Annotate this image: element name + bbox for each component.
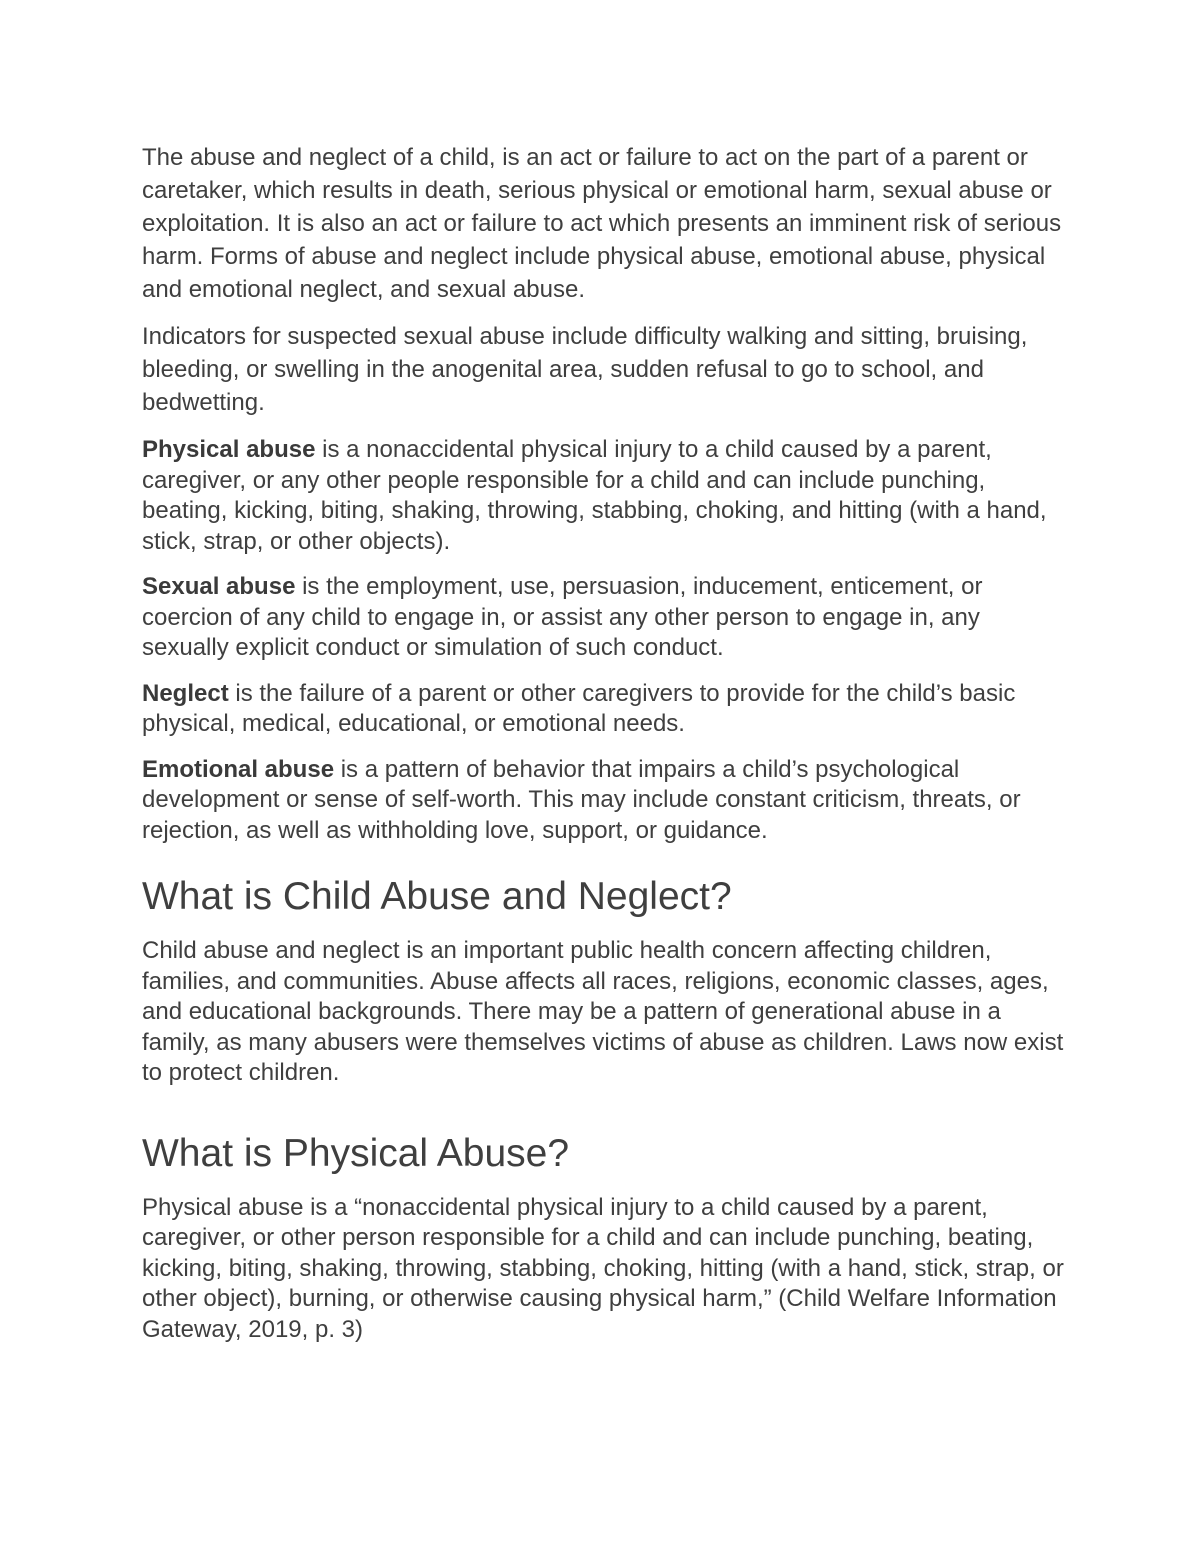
document-body (142, 141, 1072, 1359)
definition-term: Neglect (142, 679, 229, 707)
section-heading-physical-abuse: What is Physical Abuse? (142, 1131, 570, 1175)
section-body-child-abuse: Child abuse and neglect is an important public health concern affecting children, families, and communities. Abuse affects all races, religions, economic classes, ages, and educational backgrounds. There may be a pattern of generational abuse in a family, as many abusers were themselves victims of abuse as children. Laws now exist to protect children. (142, 937, 1064, 1086)
definition-text: is a pattern of behavior that impairs a child’s psychological development or sense of self-worth. This may include constant criticism, threats, or rejection, as well as withholding love, support, or guidance. (142, 755, 1021, 844)
definition-text: is a nonaccidental physical injury to a child caused by a parent, caregiver, or any other people responsible for a child and can include punching, beating, kicking, biting, shaking, throwing, stabbing, choking, and hitting (with a hand, stick, strap, or other objects). (142, 436, 1047, 555)
section-heading-child-abuse: What is Child Abuse and Neglect? (142, 875, 732, 918)
definition-sexual-abuse (142, 572, 1072, 664)
section-body-physical-abuse: Physical abuse is a “nonaccidental physical injury to a child caused by a parent, caregiver, or other person responsible for a child and can include punching, beating, kicking, biting, shaking, throwing, stabbing, choking, hitting (with a hand, stick, strap, or other object), burning, or otherwise causing physical harm,” (Child Welfare Information Gateway, 2019, p. 3) (142, 1193, 1064, 1343)
definition-text: is the failure of a parent or other caregivers to provide for the child’s basic physical, medical, educational, or emotional needs. (142, 679, 1016, 737)
definition-term: Emotional abuse (142, 755, 335, 783)
definition-emotional-abuse (142, 755, 1072, 847)
intro-paragraph: The abuse and neglect of a child, is an act or failure to act on the part of a parent or caretaker, which results in death, serious physical or emotional harm, sexual abuse or exploitation. It is also an act or failure to act which presents an imminent risk of serious harm. Forms of abuse and neglect include physical abuse, emotional abuse, physical and emotional neglect, and sexual abuse. (142, 144, 1062, 303)
definition-term: Sexual abuse (142, 573, 296, 600)
indicators-paragraph: Indicators for suspected sexual abuse include difficulty walking and sitting, bruising, bleeding, or swelling in the anogenital area, sudden refusal to go to school, and bedwetting. (142, 323, 1028, 416)
definition-physical-abuse (142, 435, 1072, 557)
definition-neglect (142, 679, 1072, 740)
definition-term: Physical abuse (142, 436, 316, 463)
definition-text: is the employment, use, persuasion, inducement, enticement, or coercion of any child to engage in, or assist any other person to engage in, any sexually explicit conduct or simulation of such conduct. (142, 573, 983, 661)
